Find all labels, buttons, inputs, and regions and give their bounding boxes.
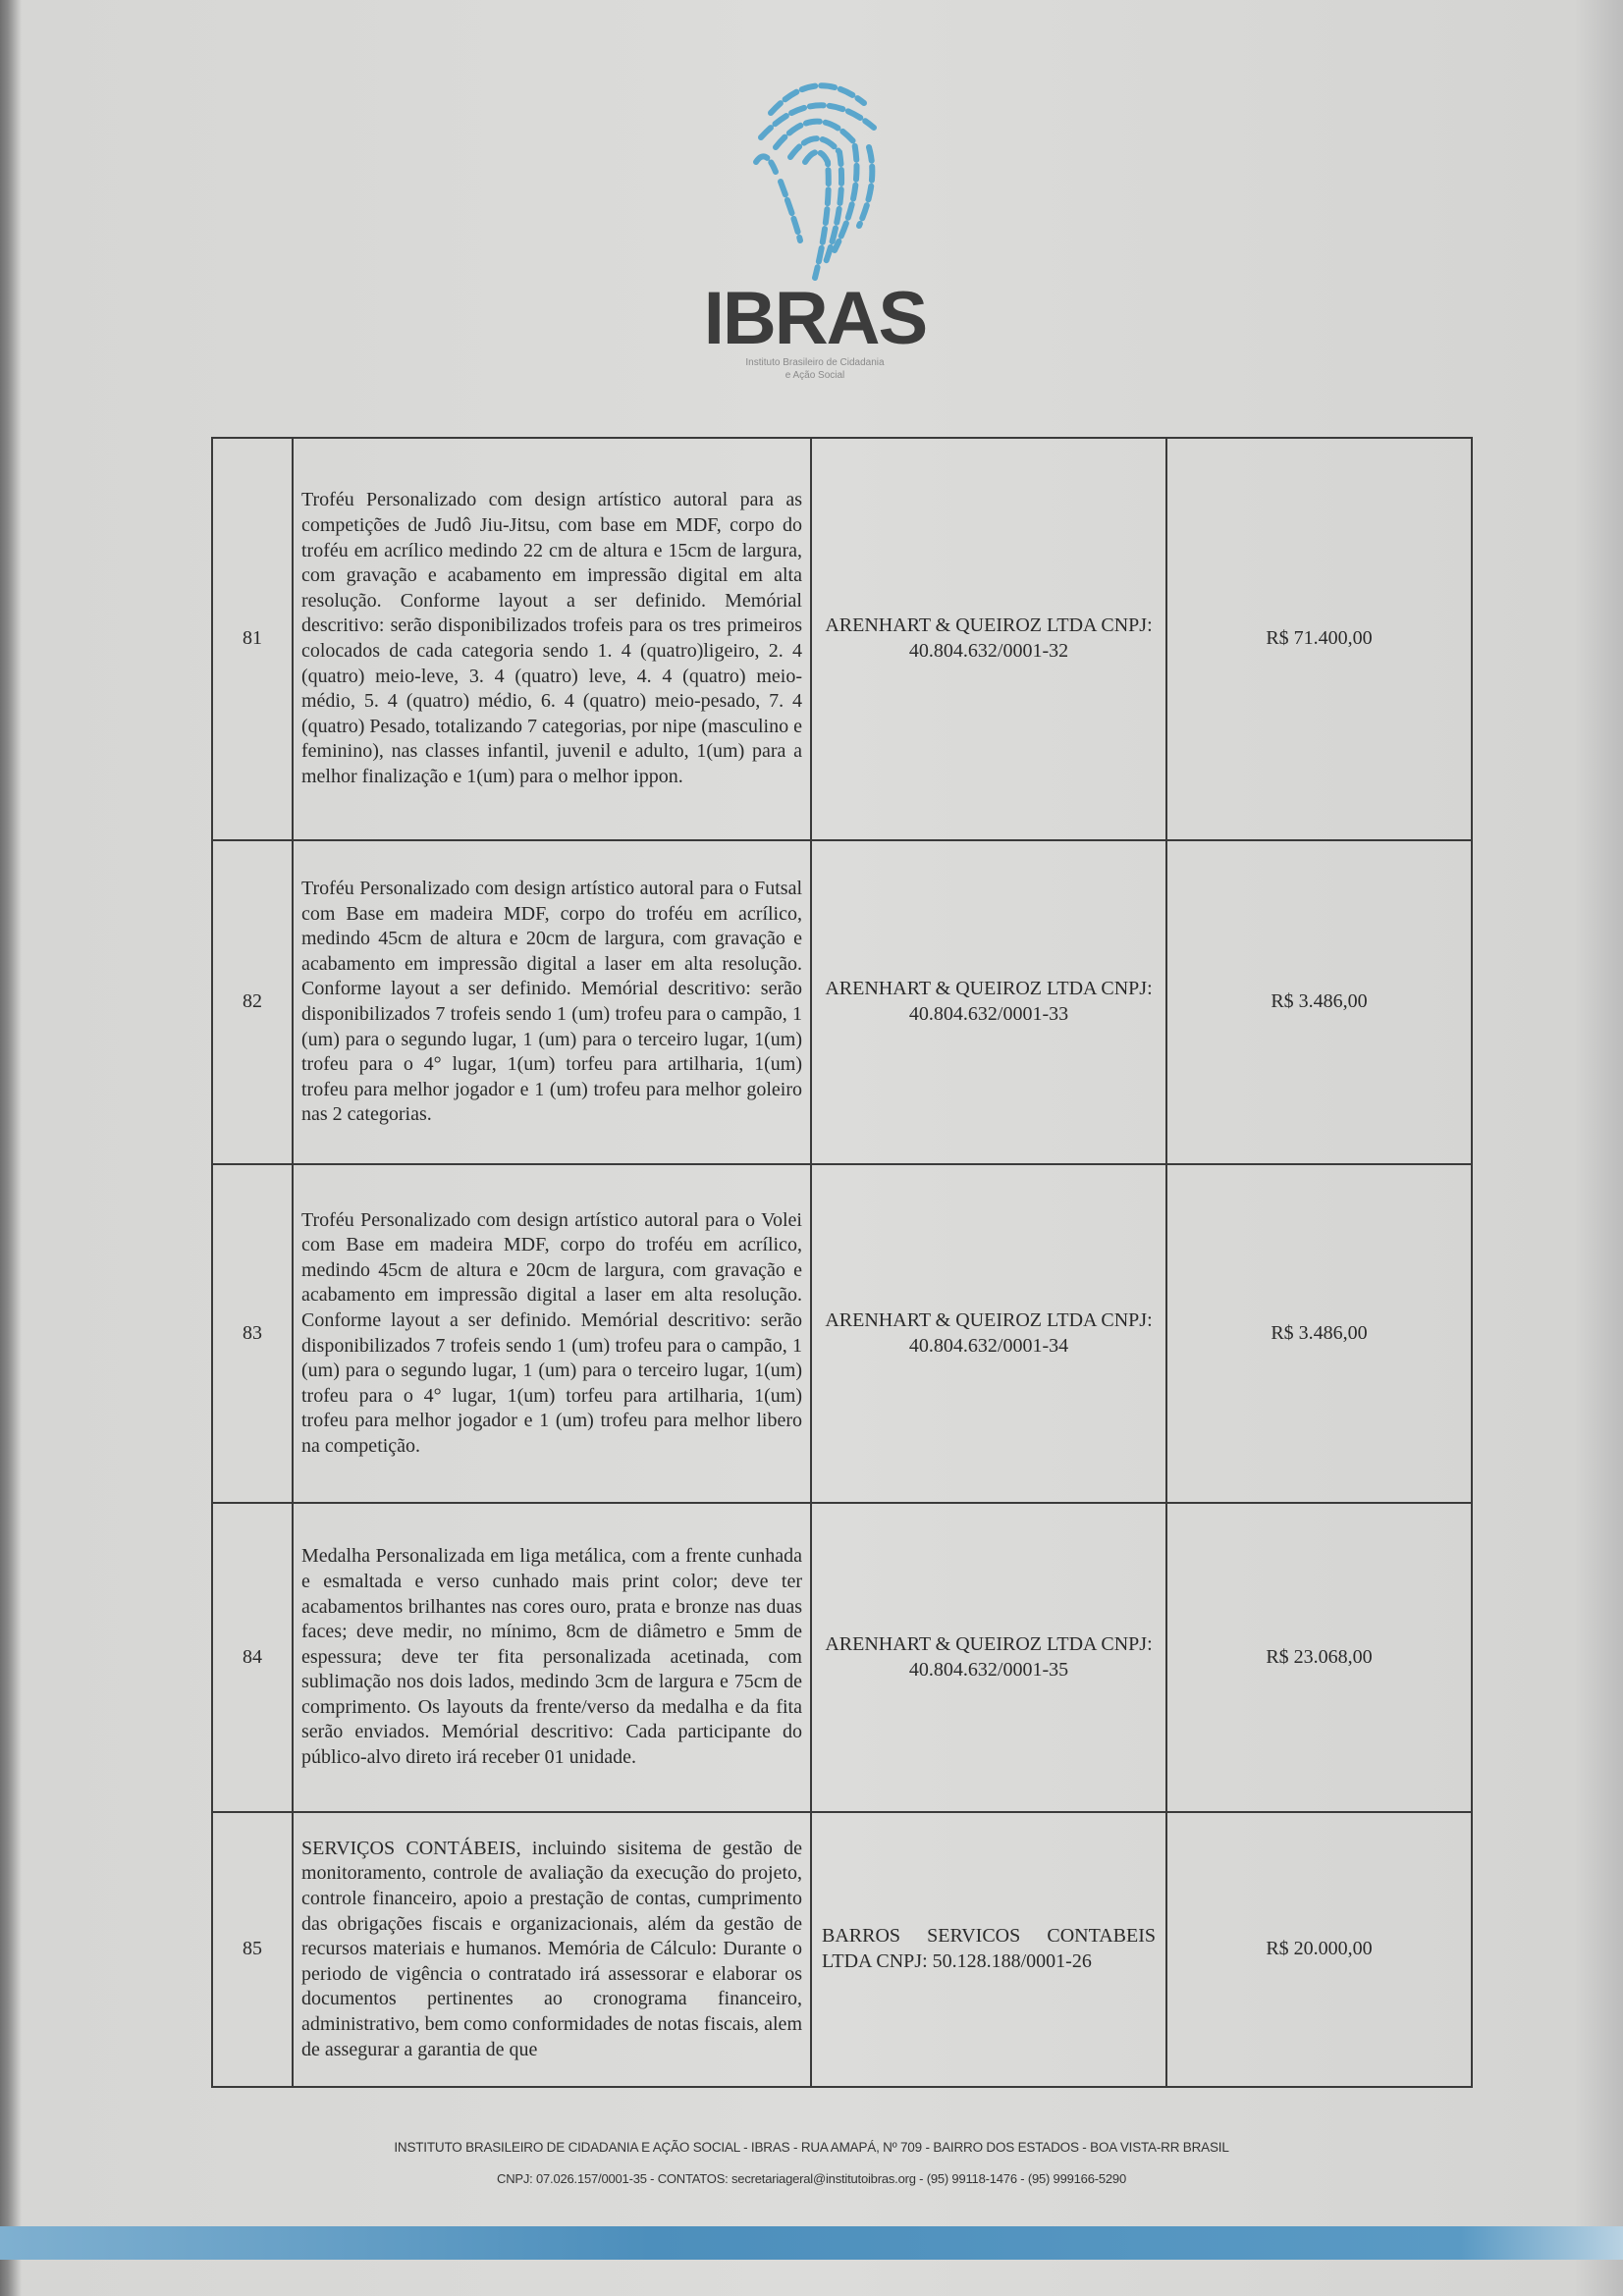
item-value: R$ 71.400,00 bbox=[1166, 438, 1472, 840]
table-row bbox=[212, 1503, 1472, 1812]
fingerprint-map-icon bbox=[741, 54, 889, 290]
item-vendor: BARROS SERVICOS CONTABEIS LTDA CNPJ: 50.128.188/0001-26 bbox=[811, 1812, 1166, 2087]
item-description: Medalha Personalizada em liga metálica, com a frente cunhada e esmaltada e verso cunhado mais print color; deve ter acabamentos brilhantes nas cores ouro, prata e bronze nas duas faces; deve medir, no mínimo, 8cm de diâmetro e 5mm de espessura; deve ter fita personalizada acetinada, com sublimação nos dois lados, medindo 3cm de largura e 75cm de comprimento. Os layouts da frente/verso da medalha e da fita serão enviados. Memórial descritivo: Cada participante do público-alvo direto irá receber 01 unidade. bbox=[293, 1503, 811, 1812]
logo-subtitle: Instituto Brasileiro de Cidadania bbox=[745, 357, 885, 368]
item-vendor: ARENHART & QUEIROZ LTDA CNPJ: 40.804.632/0001-34 bbox=[811, 1164, 1166, 1503]
footer-contacts: CNPJ: 07.026.157/0001-35 - CONTATOS: secretariageral@institutoibras.org - (95) 99118-1476 - (95) 999166-5290 bbox=[497, 2171, 1126, 2186]
item-vendor: ARENHART & QUEIROZ LTDA CNPJ: 40.804.632/0001-33 bbox=[811, 840, 1166, 1164]
table-row bbox=[212, 438, 1472, 840]
item-number: 81 bbox=[212, 438, 293, 840]
item-number: 85 bbox=[212, 1812, 293, 2087]
item-vendor: ARENHART & QUEIROZ LTDA CNPJ: 40.804.632/0001-32 bbox=[811, 438, 1166, 840]
item-description: Troféu Personalizado com design artístico autoral para as competições de Judô Jiu-Jitsu, com base em MDF, corpo do troféu em acrílico medindo 22 cm de altura e 15cm de largura, com gravação e acabamento em impressão digital em alta resolução. Conforme layout a ser definido. Memórial descritivo: serão disponibilizados trofeis para os tres primeiros colocados de cada categoria sendo 1. 4 (quatro)ligeiro, 2. 4 (quatro) meio-leve, 3. 4 (quatro) leve, 4. 4 (quatro) meio-médio, 5. 4 (quatro) médio, 6. 4 (quatro) meio-pesado, 7. 4 (quatro) Pesado, totalizando 7 categorias, por nipe (masculino e feminino), nas classes infantil, juvenil e adulto, 1(um) para a melhor finalização e 1(um) para o melhor ippon. bbox=[293, 438, 811, 840]
items-table bbox=[211, 437, 1473, 2088]
footer-address: INSTITUTO BRASILEIRO DE CIDADANIA E AÇÃO SOCIAL - IBRAS - RUA AMAPÁ, Nº 709 - BAIRRO DOS ESTADOS - BOA VISTA-RR BRASIL bbox=[394, 2140, 1229, 2155]
item-number: 84 bbox=[212, 1503, 293, 1812]
logo-wordmark: IBRAS bbox=[703, 277, 927, 360]
table-row bbox=[212, 1812, 1472, 2087]
ibras-logo bbox=[687, 54, 943, 381]
table-row bbox=[212, 840, 1472, 1164]
item-value: R$ 3.486,00 bbox=[1166, 840, 1472, 1164]
table-row bbox=[212, 1164, 1472, 1503]
item-value: R$ 23.068,00 bbox=[1166, 1503, 1472, 1812]
footer-color-bar bbox=[0, 2226, 1623, 2260]
item-value: R$ 20.000,00 bbox=[1166, 1812, 1472, 2087]
item-value: R$ 3.486,00 bbox=[1166, 1164, 1472, 1503]
logo-subtitle: e Ação Social bbox=[784, 370, 845, 381]
item-number: 82 bbox=[212, 840, 293, 1164]
item-description: SERVIÇOS CONTÁBEIS, incluindo sisitema de gestão de monitoramento, controle de avaliação da execução do projeto, controle financeiro, apoio a prestação de contas, cumprimento das obrigações fiscais e organizacionais, além da gestão de recursos materiais e humanos. Memória de Cálculo: Durante o periodo de vigência o contratado irá assessorar e elaborar os documentos pertinentes ao cronograma financeiro, administrativo, bem como conformidades de notas fiscais, alem de assegurar a garantia de que bbox=[293, 1812, 811, 2087]
item-description: Troféu Personalizado com design artístico autoral para o Futsal com Base em madeira MDF, corpo do troféu em acrílico, medindo 45cm de altura e 20cm de largura, com gravação e acabamento em impressão digital a laser em alta resolução. Conforme layout a ser definido. Memórial descritivo: serão disponibilizados 7 trofeis sendo 1 (um) trofeu para o campão, 1 (um) para o segundo lugar, 1 (um) para o terceiro lugar, 1(um) trofeu para o 4° lugar, 1(um) torfeu para artilharia, 1(um) trofeu para melhor jogador e 1 (um) trofeu para melhor goleiro nas 2 categorias. bbox=[293, 840, 811, 1164]
item-number: 83 bbox=[212, 1164, 293, 1503]
item-description: Troféu Personalizado com design artístico autoral para o Volei com Base em madeira MDF, corpo do troféu em acrílico, medindo 45cm de altura e 20cm de largura, com gravação e acabamento em impressão digital a laser em alta resolução. Conforme layout a ser definido. Memórial descritivo: serão disponibilizados 7 trofeis sendo 1 (um) trofeu para o campão, 1 (um) para o segundo lugar, 1 (um) para o terceiro lugar, 1(um) trofeu para o 4° lugar, 1(um) torfeu para artilharia, 1(um) trofeu para melhor jogador e 1 (um) trofeu para melhor libero na competição. bbox=[293, 1164, 811, 1503]
item-vendor: ARENHART & QUEIROZ LTDA CNPJ: 40.804.632/0001-35 bbox=[811, 1503, 1166, 1812]
